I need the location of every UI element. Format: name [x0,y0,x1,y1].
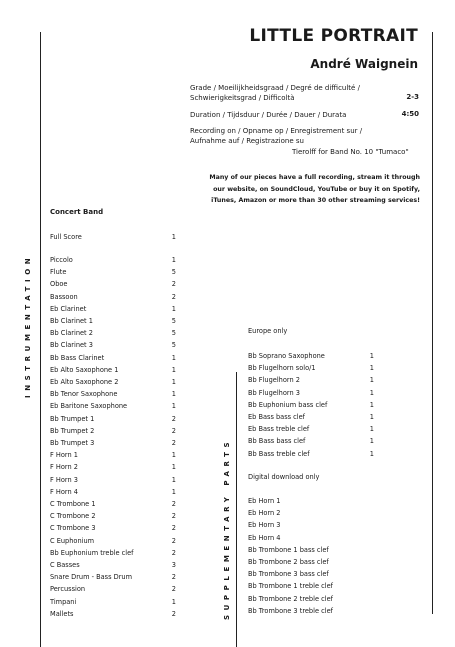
streaming-notice [185,172,420,207]
item-quantity: 1 [369,413,374,421]
item-quantity: 1 [171,463,176,472]
item-quantity: 5 [171,317,176,325]
item-quantity: 1 [369,376,374,385]
supplementary-vertical-label: SUPPLEMENTARY PARTS [223,437,231,620]
item-quantity: 2 [171,426,176,435]
recording-label-line2: Aufnahme auf / Registrazione su [190,137,304,145]
digital-heading: Digital download only [248,473,320,481]
list-item: Bb Clarinet 2 [50,329,93,338]
list-item: Bb Tenor Saxophone [50,390,118,399]
list-item: Bb Bass treble clef [248,449,310,458]
list-item: Bb Euphonium bass clef [248,400,328,409]
list-item: F Horn 3 [50,475,78,484]
item-quantity: 2 [171,280,176,289]
list-item: Percussion [50,585,86,594]
list-item: Bb Euphonium treble clef [50,548,134,557]
item-quantity: 1 [369,437,374,446]
item-quantity: 5 [171,268,176,277]
notice-line2: our website, on SoundCloud, YouTube or buy it on Spotify, [213,185,420,193]
list-item: Eb Baritone Saxophone [50,402,128,411]
item-quantity: 2 [171,573,176,582]
item-quantity: 2 [171,585,176,594]
item-quantity: 3 [171,561,176,569]
item-quantity: 1 [369,400,374,409]
grade-label-line2: Schwierigkeitsgrad / Difficoltà [190,94,295,102]
item-quantity: 1 [369,364,374,373]
composer-name: André Waignein [310,57,418,71]
grade-value: 2-3 [406,93,419,101]
item-quantity: 5 [171,329,176,338]
list-item: F Horn 2 [50,463,78,472]
list-item: C Trombone 1 [50,500,96,508]
list-item: Bb Soprano Saxophone [248,352,325,360]
instrumentation-vertical-label: INSTRUMENTATION [24,253,32,398]
list-item: Bb Clarinet 1 [50,317,93,325]
list-item: C Trombone 3 [50,524,96,533]
item-quantity: 1 [171,597,176,606]
europe-heading: Europe only [248,327,288,335]
list-item: Bb Trumpet 2 [50,426,95,435]
list-item: Bb Trombone 3 treble clef [248,606,333,615]
item-quantity: 1 [171,487,176,496]
recording-label-line1: Recording on / Opname op / Enregistrement sur / [190,127,363,135]
item-quantity: 1 [171,256,176,264]
supplementary-rule [236,372,237,647]
list-item: Piccolo [50,256,73,264]
item-quantity: 1 [171,353,176,362]
list-item: Eb Bass treble clef [248,425,310,434]
list-item: Bb Flugelhorn solo/1 [248,364,316,373]
list-item: F Horn 4 [50,487,78,496]
list-item: Eb Alto Saxophone 2 [50,378,119,386]
list-item: Bb Flugelhorn 2 [248,376,300,385]
list-item: Bb Clarinet 3 [50,341,93,350]
list-item: Bb Trombone 1 treble clef [248,582,333,591]
list-item: Bb Trombone 3 bass clef [248,570,329,579]
item-quantity: 2 [171,414,176,423]
item-quantity: 1 [171,304,176,313]
grade-label-line1: Grade / Moeilijkheidsgraad / Degré de difficulté / [190,84,360,92]
item-quantity: 1 [369,425,374,434]
list-item: Bb Flugelhorn 3 [248,388,300,397]
item-quantity: 5 [171,341,176,350]
list-item: Eb Horn 2 [248,509,281,518]
list-item: Bb Trombone 2 bass clef [248,558,329,566]
item-quantity: 1 [171,475,176,484]
list-item: Bb Trombone 1 bass clef [248,545,329,554]
list-item: Mallets [50,609,74,618]
item-quantity: 1 [171,378,176,386]
item-quantity: 1 [171,390,176,399]
item-quantity: 2 [171,524,176,533]
item-quantity: 1 [369,388,374,397]
list-item: Snare Drum - Bass Drum [50,573,133,582]
item-quantity: 2 [171,548,176,557]
item-quantity: 2 [171,292,176,301]
duration-label: Duration / Tijdsduur / Durée / Dauer / Durata [190,111,347,119]
recording-label [190,126,362,146]
page-title: LITTLE PORTRAIT [249,26,418,46]
list-item: Eb Horn 1 [248,497,281,505]
list-item: Bassoon [50,292,78,301]
notice-line1: Many of our pieces have a full recording, stream it through [209,174,420,181]
item-quantity: 1 [171,233,176,241]
list-item: Eb Bass bass clef [248,413,306,421]
right-rule [432,32,433,614]
notice-line3: iTunes, Amazon or more than 30 other streaming services! [211,197,420,204]
list-item: Flute [50,268,67,277]
item-quantity: 1 [171,451,176,460]
list-item: Oboe [50,280,68,289]
list-item: Bb Bass Clarinet [50,353,105,362]
item-quantity: 2 [171,439,176,447]
list-item: Bb Bass bass clef [248,437,306,446]
list-item: C Basses [50,561,80,569]
concert-band-heading: Concert Band [50,208,104,216]
list-item: Timpani [50,597,77,606]
item-quantity: 1 [369,449,374,458]
item-quantity: 1 [171,402,176,411]
item-quantity: 2 [171,500,176,508]
item-quantity: 1 [171,365,176,374]
item-quantity: 1 [369,352,374,360]
list-item: C Euphonium [50,536,95,545]
item-quantity: 2 [171,512,176,521]
list-item: Eb Clarinet [50,304,87,313]
left-rule [40,32,41,647]
list-item: Bb Trumpet 1 [50,414,95,423]
recording-value: Tierolff for Band No. 10 "Tumaco" [292,148,409,156]
item-quantity: 2 [171,609,176,618]
duration-value: 4:50 [401,110,419,118]
list-item: C Trombone 2 [50,512,96,521]
list-item: Eb Alto Saxophone 1 [50,365,119,374]
list-item: Bb Trumpet 3 [50,439,95,447]
list-item: Full Score [50,233,82,241]
item-quantity: 2 [171,536,176,545]
list-item: F Horn 1 [50,451,78,460]
grade-label [190,83,360,103]
list-item: Eb Horn 3 [248,521,281,530]
list-item: Eb Horn 4 [248,533,281,542]
list-item: Bb Trombone 2 treble clef [248,594,333,603]
